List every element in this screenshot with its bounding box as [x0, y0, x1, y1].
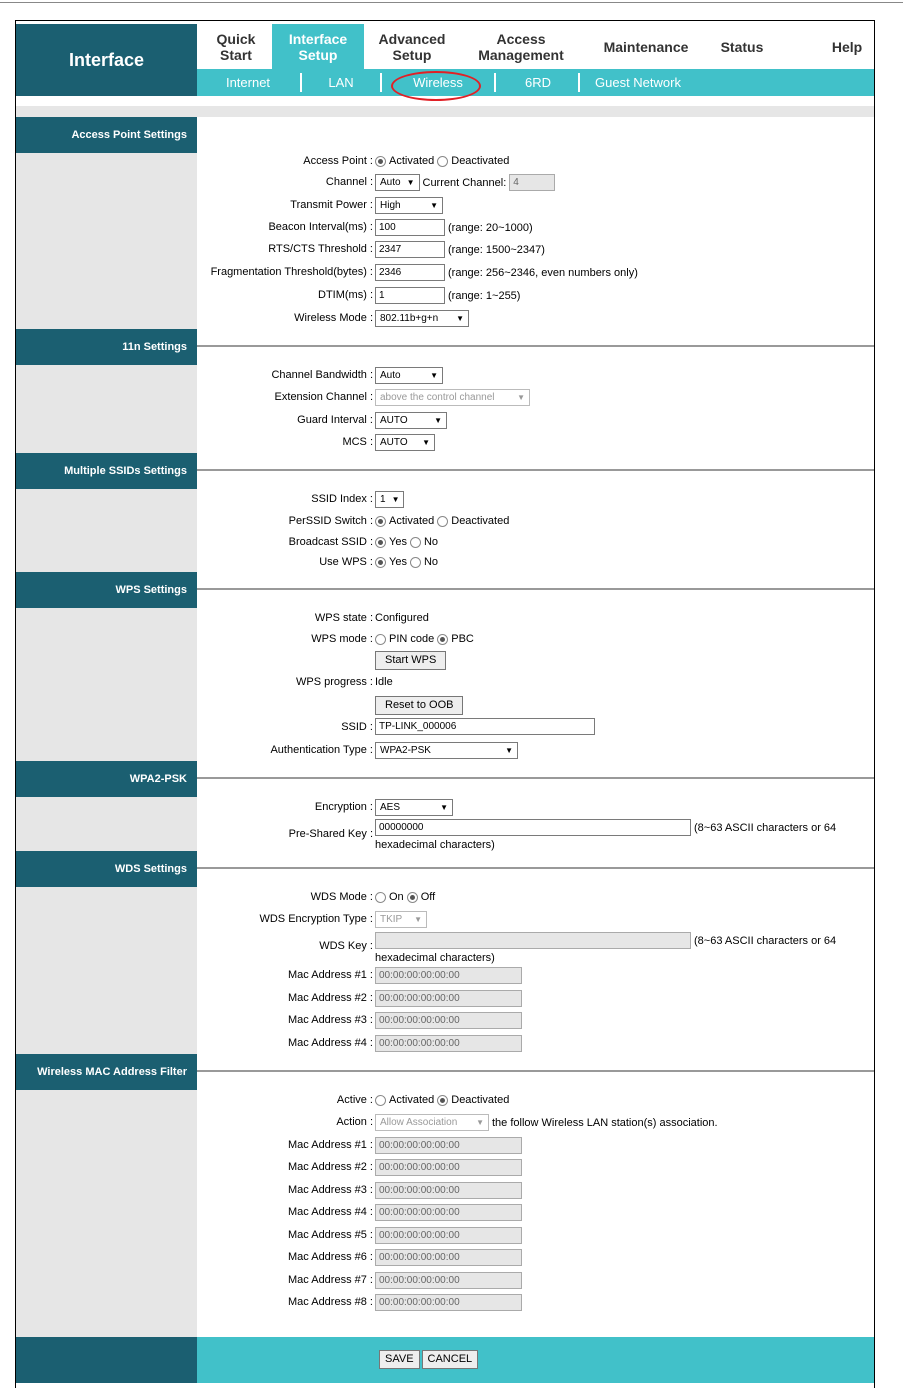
macf-activated-text: Activated	[389, 1094, 435, 1106]
section-access-point: Access Point Settings	[16, 117, 197, 153]
submenu-6rd[interactable]: 6RD	[524, 75, 551, 90]
start-wps-button[interactable]: Start WPS	[375, 651, 446, 670]
dtim-range: (range: 1~255)	[448, 289, 521, 302]
ssid-label: SSID :	[341, 721, 373, 733]
wds-mac4-input[interactable]: 00:00:00:00:00:00	[375, 1035, 522, 1052]
wps-mode-label: WPS mode :	[311, 633, 373, 645]
wds-mode-label: WDS Mode :	[310, 891, 373, 903]
chevron-down-icon: ▼	[456, 314, 464, 323]
macf-mac2-label: Mac Address #2 :	[288, 1161, 373, 1173]
menu-access-management[interactable]: Access Management	[478, 30, 564, 63]
submenu-wireless[interactable]: Wireless	[413, 75, 463, 90]
access-point-label: Access Point :	[303, 155, 373, 167]
bandwidth-select[interactable]: Auto ▼	[375, 367, 443, 384]
psk-hint: (8~63 ASCII characters or 64	[694, 821, 837, 834]
mcs-select[interactable]: AUTO ▼	[375, 434, 435, 451]
chevron-down-icon: ▼	[440, 803, 448, 812]
macf-mac8-label: Mac Address #8 :	[288, 1296, 373, 1308]
chevron-down-icon: ▼	[517, 393, 525, 402]
broadcast-no-text: No	[423, 536, 439, 548]
macf-deactivated-text: Deactivated	[451, 1094, 510, 1106]
current-channel-field: 4	[509, 174, 555, 191]
psk-label: Pre-Shared Key :	[288, 828, 373, 840]
wps-pin-radio[interactable]	[375, 634, 386, 645]
dtim-label: DTIM(ms) :	[318, 289, 373, 301]
channel-select[interactable]: Auto ▼	[375, 174, 420, 191]
chevron-down-icon: ▼	[414, 915, 422, 924]
section-mac-filter: Wireless MAC Address Filter	[16, 1054, 197, 1090]
macf-mac1-label: Mac Address #1 :	[288, 1139, 373, 1151]
chevron-down-icon: ▼	[422, 438, 430, 447]
wds-key-input[interactable]	[375, 932, 691, 949]
macf-mac4-label: Mac Address #4 :	[288, 1206, 373, 1218]
section-wds: WDS Settings	[16, 851, 197, 887]
channel-label: Channel :	[325, 176, 373, 188]
frag-input[interactable]: 2346	[375, 264, 445, 281]
wds-mac2-label: Mac Address #2 :	[288, 992, 373, 1004]
auth-type-label: Authentication Type :	[270, 744, 373, 756]
wds-key-label: WDS Key :	[319, 940, 373, 952]
rts-label: RTS/CTS Threshold :	[268, 243, 373, 255]
perssid-deactivated-radio[interactable]	[437, 516, 448, 527]
tx-power-label: Transmit Power :	[290, 199, 373, 211]
save-button[interactable]: SAVE	[379, 1350, 420, 1369]
macf-mac3-input[interactable]: 00:00:00:00:00:00	[375, 1182, 522, 1199]
chevron-down-icon: ▼	[476, 1118, 484, 1127]
broadcast-ssid-label: Broadcast SSID :	[288, 536, 373, 548]
use-wps-yes-text: Yes	[389, 556, 407, 568]
macf-action-suffix: the follow Wireless LAN station(s) association.	[492, 1116, 718, 1129]
guard-interval-select[interactable]: AUTO ▼	[375, 412, 447, 429]
submenu-lan[interactable]: LAN	[328, 75, 354, 90]
wds-mac3-label: Mac Address #3 :	[288, 1014, 373, 1026]
use-wps-yes-radio[interactable]	[375, 557, 386, 568]
ext-channel-label: Extension Channel :	[274, 391, 373, 403]
broadcast-no-radio[interactable]	[410, 537, 421, 548]
reset-oob-button[interactable]: Reset to OOB	[375, 696, 463, 715]
wps-pin-text: PIN code	[389, 633, 435, 645]
encryption-select[interactable]: AES ▼	[375, 799, 453, 816]
wds-mac3-input[interactable]: 00:00:00:00:00:00	[375, 1012, 522, 1029]
brand-title: Interface	[16, 24, 197, 96]
ssid-index-label: SSID Index :	[311, 493, 373, 505]
current-channel-label: Current Channel:	[422, 176, 507, 189]
submenu-guest-network[interactable]: Guest Network	[595, 75, 681, 90]
macf-mac6-input[interactable]: 00:00:00:00:00:00	[375, 1249, 522, 1266]
macf-deactivated-radio[interactable]	[437, 1095, 448, 1106]
wds-off-text: Off	[420, 891, 436, 903]
menu-advanced-setup[interactable]: Advanced Setup	[378, 30, 446, 63]
ap-deactivated-radio[interactable]	[437, 156, 448, 167]
wireless-mode-select[interactable]: 802.11b+g+n ▼	[375, 310, 469, 327]
wds-mac2-input[interactable]: 00:00:00:00:00:00	[375, 990, 522, 1007]
frag-range: (range: 256~2346, even numbers only)	[448, 266, 638, 279]
wds-mac1-input[interactable]: 00:00:00:00:00:00	[375, 967, 522, 984]
ssid-index-select[interactable]: 1 ▼	[375, 491, 404, 508]
section-wps: WPS Settings	[16, 572, 197, 608]
macf-activated-radio[interactable]	[375, 1095, 386, 1106]
wps-pbc-radio[interactable]	[437, 634, 448, 645]
wps-progress-value: Idle	[375, 676, 393, 688]
ext-channel-select[interactable]: above the control channel ▼	[375, 389, 530, 406]
chevron-down-icon: ▼	[406, 178, 415, 187]
guard-interval-label: Guard Interval :	[297, 414, 373, 426]
broadcast-yes-text: Yes	[389, 536, 407, 548]
menu-quick-start[interactable]: Quick Start	[216, 30, 256, 63]
macf-mac2-input[interactable]: 00:00:00:00:00:00	[375, 1159, 522, 1176]
macf-mac7-input[interactable]: 00:00:00:00:00:00	[375, 1272, 522, 1289]
wds-off-radio[interactable]	[407, 892, 418, 903]
chevron-down-icon: ▼	[430, 201, 438, 210]
frag-label: Fragmentation Threshold(bytes) :	[210, 266, 373, 278]
macf-active-label: Active :	[336, 1094, 373, 1106]
macf-mac8-input[interactable]: 00:00:00:00:00:00	[375, 1294, 522, 1311]
use-wps-no-text: No	[423, 556, 439, 568]
menu-interface-setup[interactable]: Interface Setup	[272, 24, 364, 69]
wds-key-hint: (8~63 ASCII characters or 64	[694, 934, 837, 947]
ap-deactivated-text: Deactivated	[451, 155, 510, 167]
perssid-activated-text: Activated	[389, 515, 435, 527]
wds-on-radio[interactable]	[375, 892, 386, 903]
macf-mac5-label: Mac Address #5 :	[288, 1229, 373, 1241]
section-11n: 11n Settings	[16, 329, 197, 365]
section-multiple-ssids: Multiple SSIDs Settings	[16, 453, 197, 489]
wds-enc-label: WDS Encryption Type :	[259, 913, 373, 925]
menu-maintenance[interactable]: Maintenance	[603, 38, 689, 55]
wds-mac4-label: Mac Address #4 :	[288, 1037, 373, 1049]
ssid-input[interactable]: TP-LINK_000006	[375, 718, 595, 735]
cancel-button[interactable]: CANCEL	[422, 1350, 479, 1369]
macf-action-select[interactable]: Allow Association ▼	[375, 1114, 489, 1131]
dtim-input[interactable]: 1	[375, 287, 445, 304]
wps-state-label: WPS state :	[314, 612, 373, 624]
menu-help[interactable]: Help	[831, 38, 863, 55]
macf-mac6-label: Mac Address #6 :	[288, 1251, 373, 1263]
wps-pbc-text: PBC	[451, 633, 474, 645]
psk-hint-2: hexadecimal characters)	[375, 839, 495, 851]
macf-mac5-input[interactable]: 00:00:00:00:00:00	[375, 1227, 522, 1244]
menu-status[interactable]: Status	[720, 38, 764, 55]
wireless-mode-label: Wireless Mode :	[294, 312, 373, 324]
chevron-down-icon: ▼	[434, 416, 442, 425]
broadcast-yes-radio[interactable]	[375, 537, 386, 548]
footer-bar	[197, 1337, 874, 1383]
beacon-label: Beacon Interval(ms) :	[268, 221, 373, 233]
perssid-deactivated-text: Deactivated	[451, 515, 510, 527]
bandwidth-label: Channel Bandwidth :	[271, 369, 373, 381]
beacon-input[interactable]: 100	[375, 219, 445, 236]
macf-mac1-input[interactable]: 00:00:00:00:00:00	[375, 1137, 522, 1154]
mcs-label: MCS :	[342, 436, 373, 448]
perssid-activated-radio[interactable]	[375, 516, 386, 527]
macf-mac3-label: Mac Address #3 :	[288, 1184, 373, 1196]
submenu-internet[interactable]: Internet	[225, 75, 271, 90]
use-wps-no-radio[interactable]	[410, 557, 421, 568]
ap-activated-radio[interactable]	[375, 156, 386, 167]
rts-range: (range: 1500~2347)	[448, 243, 545, 256]
ap-activated-text: Activated	[389, 155, 435, 167]
macf-mac4-input[interactable]: 00:00:00:00:00:00	[375, 1204, 522, 1221]
wps-progress-label: WPS progress :	[295, 676, 373, 688]
wds-mac1-label: Mac Address #1 :	[288, 969, 373, 981]
tx-power-select[interactable]: High ▼	[375, 197, 443, 214]
use-wps-label: Use WPS :	[319, 556, 373, 568]
perssid-switch-label: PerSSID Switch :	[288, 515, 373, 527]
section-wpa2-psk: WPA2-PSK	[16, 761, 197, 797]
auth-type-select[interactable]: WPA2-PSK ▼	[375, 742, 518, 759]
beacon-range: (range: 20~1000)	[448, 221, 533, 234]
macf-action-label: Action :	[336, 1116, 373, 1128]
encryption-label: Encryption :	[314, 801, 373, 813]
wds-on-text: On	[389, 891, 404, 903]
wds-key-hint-2: hexadecimal characters)	[375, 952, 495, 964]
chevron-down-icon: ▼	[430, 371, 438, 380]
wps-state-value: Configured	[375, 612, 429, 624]
chevron-down-icon: ▼	[391, 495, 400, 504]
rts-input[interactable]: 2347	[375, 241, 445, 258]
wds-enc-select[interactable]: TKIP ▼	[375, 911, 427, 928]
macf-mac7-label: Mac Address #7 :	[288, 1274, 373, 1286]
psk-input[interactable]: 00000000	[375, 819, 691, 836]
wireless-highlight-circle	[391, 71, 481, 101]
chevron-down-icon: ▼	[505, 746, 513, 755]
